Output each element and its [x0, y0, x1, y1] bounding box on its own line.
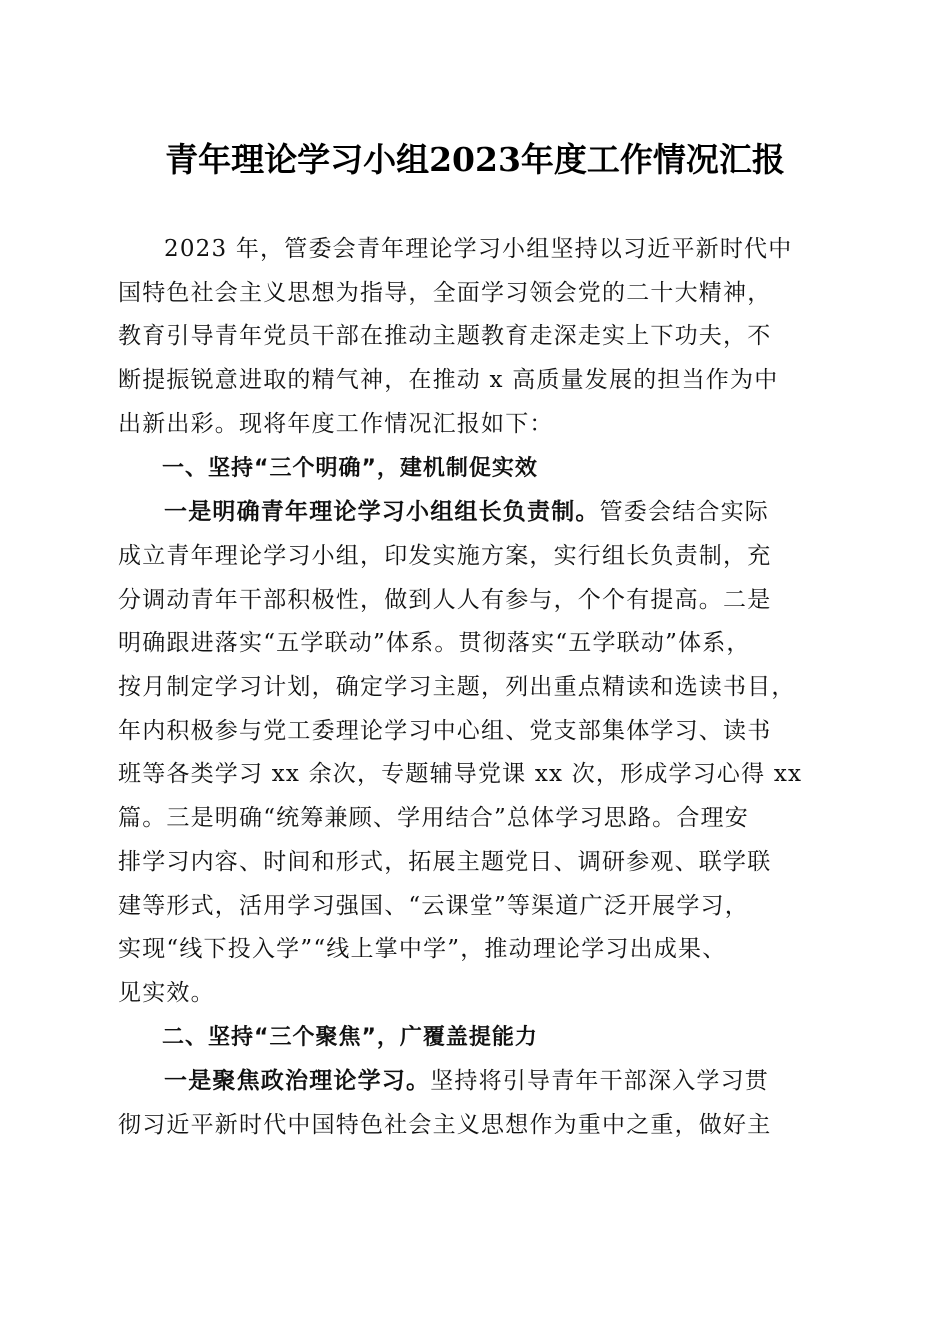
section1-line: 篇。三是明确“统筹兼顾、学用结合”总体学习思路。合理安 [118, 805, 749, 832]
section1-line: 实现“线下投入学”“线上掌中学”，推动理论学习出成果、 [118, 936, 727, 963]
intro-line: 国特色社会主义思想为指导，全面学习领会党的二十大精神， [118, 279, 772, 306]
section1-paragraph [118, 490, 830, 1015]
section2-first-line [118, 1059, 830, 1104]
intro-line: 断提振锐意进取的精气神，在推动 x 高质量发展的担当作为中 [118, 367, 779, 394]
document-body [118, 228, 830, 1148]
section1-first-line [118, 490, 830, 535]
section1-line: 分调动青年干部积极性，做到人人有参与，个个有提高。二是 [118, 586, 772, 613]
document-title: 青年理论学习小组2023年度工作情况汇报 [165, 140, 785, 179]
intro-line: 出新出彩。现将年度工作情况汇报如下： [118, 410, 554, 437]
section2-line: 彻习近平新时代中国特色社会主义思想作为重中之重，做好主 [118, 1112, 772, 1139]
section1-line: 班等各类学习 xx 余次，专题辅导党课 xx 次，形成学习心得 xx [118, 761, 803, 788]
section1-line: 年内积极参与党工委理论学习中心组、党支部集体学习、读书 [118, 717, 772, 744]
section2-first-line-rest: 坚持将引导青年干部深入学习贯 [430, 1068, 770, 1095]
section-heading-1: 一、坚持“三个明确”，建机制促实效 [162, 455, 538, 481]
section-heading-2: 二、坚持“三个聚焦”，广覆盖提能力 [162, 1024, 538, 1050]
section2-lead: 一是聚焦政治理论学习。 [164, 1067, 431, 1095]
section1-line: 按月制定学习计划，确定学习主题，列出重点精读和选读书目， [118, 674, 796, 701]
section1-line: 成立青年理论学习小组，印发实施方案，实行组长负责制，充 [118, 542, 772, 569]
section1-line: 排学习内容、时间和形式，拓展主题党日、调研参观、联学联 [118, 848, 772, 875]
section1-line: 建等形式，活用学习强国、“云课堂”等渠道广泛开展学习， [118, 892, 749, 919]
section1-lead: 一是明确青年理论学习小组组长负责制。 [164, 498, 600, 526]
intro-line: 教育引导青年党员干部在推动主题教育走深走实上下功夫，不 [118, 323, 772, 350]
section2-paragraph [118, 1059, 830, 1147]
intro-line: 2023 年，管委会青年理论学习小组坚持以习近平新时代中 [164, 236, 793, 262]
intro-paragraph [118, 228, 830, 447]
section1-first-line-rest: 管委会结合实际 [599, 499, 770, 526]
section1-line: 见实效。 [118, 979, 215, 1006]
section1-line: 明确跟进落实“五学联动”体系。贯彻落实“五学联动”体系， [118, 630, 751, 657]
